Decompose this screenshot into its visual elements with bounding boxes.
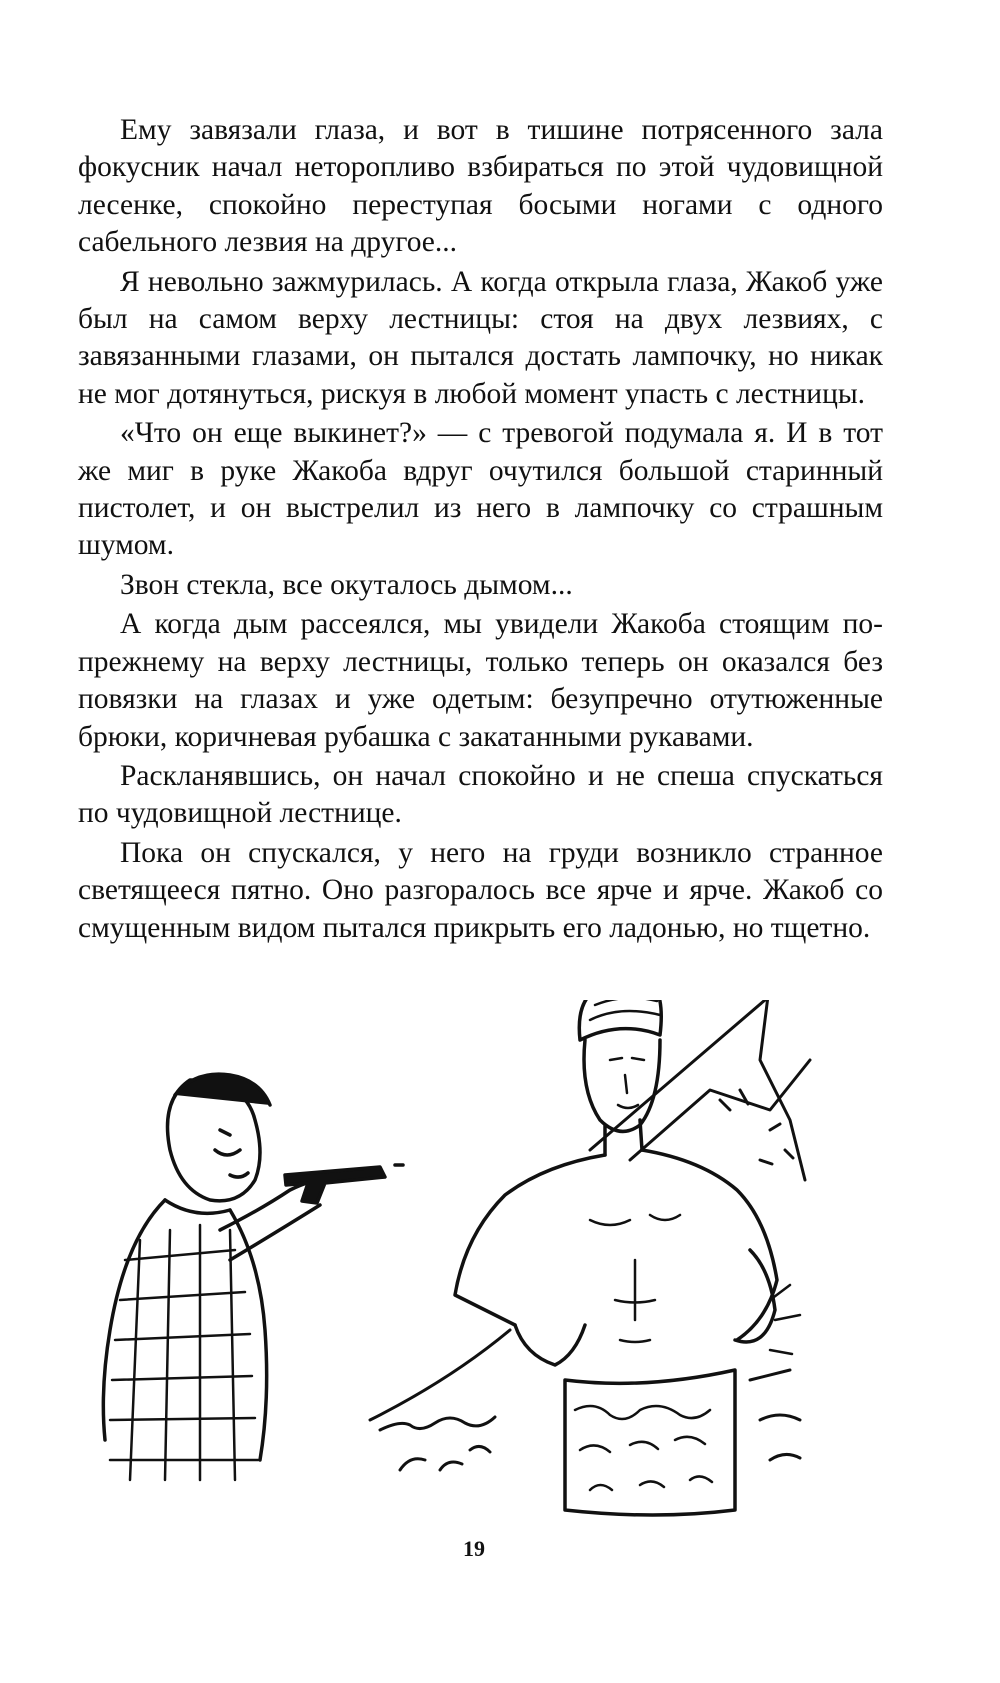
paragraph-6: Раскланявшись, он начал спокойно и не спеша спускаться по чудовищной лестнице. (78, 759, 883, 830)
paragraph-3: «Что он еще выкинет?» — с тревогой подумала я. И в тот же миг в руке Жакоба вдруг очутился большой старинный пистолет, и он выстрелил из него в лампочку со страшным шумом. (78, 417, 883, 562)
paragraph-7: Пока он спускался, у него на груди возникло странное светящееся пятно. Оно разгоралось все ярче и ярче. Жакоб со смущенным видом пытался прикрыть его ладонью, но тщетно. (78, 836, 883, 944)
body-text (78, 112, 883, 949)
man-with-pistol (103, 1074, 403, 1480)
paragraph-4: Звон стекла, все окуталось дымом... (120, 568, 573, 601)
bare-chested-man (455, 1000, 800, 1515)
background-drapery (370, 1000, 810, 1470)
paragraph-1: Ему завязали глаза, и вот в тишине потрясенного зала фокусник начал неторопливо взбираться по этой чудовищной лесенке, спокойно переступая босыми ногами с одного сабельного лезвия на другое... (78, 114, 883, 259)
paragraph-2: Я невольно зажмурилась. А когда открыла глаза, Жакоб уже был на самом верху лестницы: стоя на двух лезвиях, с завязанными глазами, он пытался достать лампочку, но никак не мог дотянуться, рискуя в любой момент упасть с лестницы. (78, 265, 883, 410)
paragraph-5: А когда дым рассеялся, мы увидели Жакоба стоящим по-прежнему на верху лестницы, только теперь он оказался без повязки на глазах и уже одетым: безупречно отутюженные брюки, коричневая рубашка с закатанными рукавами. (78, 608, 883, 753)
ink-illustration (70, 1000, 900, 1520)
page-number: 19 (463, 1536, 485, 1561)
